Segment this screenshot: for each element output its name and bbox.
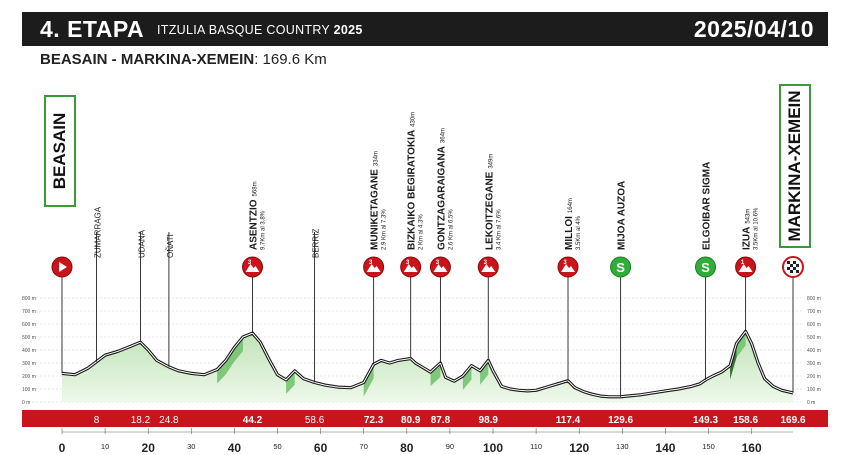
- checker-square: [790, 270, 793, 273]
- waypoint-elevation: 334m: [373, 151, 380, 167]
- y-tick-label-left: 800 m: [22, 296, 36, 302]
- race-name-text: ITZULIA BASQUE COUNTRY: [157, 23, 330, 37]
- waypoint-name: LEKOITZEGANE349m: [484, 153, 496, 250]
- x-tick-label: 20: [141, 441, 155, 455]
- y-tick-label-left: 600 m: [22, 322, 36, 328]
- checker-square: [793, 267, 796, 270]
- waypoint-label: [436, 128, 454, 250]
- climb-details: 9.7Km al 3.8%: [260, 210, 267, 250]
- km-bar: [22, 410, 828, 427]
- x-tick-label: 120: [569, 441, 590, 455]
- waypoint-elevation: 364m: [440, 128, 447, 144]
- x-tick-label: 10: [100, 442, 110, 451]
- km-bar-label: 98.9: [478, 415, 499, 426]
- climb-category-label: 3: [247, 260, 252, 266]
- sprint-letter: S: [701, 260, 710, 275]
- route-distance: : 169.6 Km: [254, 51, 327, 68]
- waypoint-label: [564, 198, 582, 250]
- waypoint-name: UDANA: [137, 229, 147, 258]
- race-year: 2025: [333, 23, 363, 37]
- x-tick-label: 100: [482, 441, 504, 455]
- waypoint-name: MILLOI164m: [564, 198, 576, 250]
- waypoint-name: GONTZAGARAIGANA364m: [436, 128, 448, 250]
- x-tick-label: 50: [273, 442, 282, 451]
- y-tick-label-left: 500 m: [22, 335, 36, 341]
- km-bar-label: 58.6: [304, 415, 325, 426]
- sprint-letter: S: [616, 260, 625, 275]
- x-tick-label: 150: [702, 442, 715, 451]
- waypoint-markers: [52, 112, 803, 397]
- waypoint-name: BIZKAIKO BEGIRATOKIA430m: [406, 111, 418, 250]
- km-bar-label: 129.6: [608, 415, 634, 426]
- x-tick-label: 110: [530, 442, 543, 451]
- km-bar-label: 44.2: [242, 415, 263, 426]
- x-tick-label: 160: [741, 441, 762, 455]
- waypoint-elevation: 349m: [488, 153, 495, 169]
- x-tick-label: 130: [616, 442, 629, 451]
- waypoint-label: [312, 229, 321, 258]
- climb-category-label: 1: [740, 260, 745, 266]
- y-tick-label-right: 700 m: [807, 309, 821, 315]
- km-bar-label: 158.6: [733, 415, 759, 426]
- y-tick-label-left: 300 m: [22, 361, 36, 367]
- km-bar-label: 117.4: [555, 415, 581, 426]
- waypoint-label: [249, 181, 267, 250]
- waypoint-name: ELGOIBAR SIGMA: [701, 161, 713, 250]
- x-tick-label: 80: [400, 441, 414, 455]
- finish-town-label: MARKINA-XEMEIN: [785, 90, 804, 242]
- waypoint-label: [407, 112, 425, 250]
- y-tick-label-right: 400 m: [807, 348, 821, 354]
- x-tick-label: 140: [655, 441, 676, 455]
- y-tick-label-left: 200 m: [22, 374, 36, 380]
- waypoint-name: MUNIKETAGANE334m: [369, 151, 381, 250]
- km-bar-label: 8: [93, 415, 100, 426]
- km-bar-label: 87.8: [430, 415, 451, 426]
- waypoint-elevation: 164m: [568, 198, 575, 214]
- checker-square: [790, 264, 793, 267]
- x-axis: [59, 428, 793, 455]
- checker-square: [793, 261, 796, 264]
- x-tick-label: 30: [187, 442, 196, 451]
- climb-details: 3.5Km al 10.6%: [753, 207, 760, 250]
- y-tick-label-right: 800 m: [807, 296, 821, 302]
- climb-category-label: 3: [435, 260, 440, 266]
- checker-square: [796, 270, 799, 273]
- climb-details: 2.6 Km al 6.5%: [448, 209, 455, 250]
- y-tick-label-left: 400 m: [22, 348, 36, 354]
- y-tick-label-right: 300 m: [807, 361, 821, 367]
- waypoint-name: ZUMARRAGA: [93, 206, 103, 258]
- start-town-label: BEASAIN: [50, 112, 69, 190]
- km-bar-label: 18.2: [130, 415, 151, 426]
- waypoint-name: IZUA543m: [741, 208, 753, 250]
- x-tick-label: 0: [58, 441, 66, 455]
- waypoint-label: [370, 151, 388, 250]
- climb-details: 3.5Km al 4%: [576, 215, 583, 250]
- x-tick-label: 40: [227, 441, 242, 455]
- climb-category-label: 3: [563, 260, 567, 266]
- elevation-area: [62, 331, 793, 402]
- waypoint-label: [137, 229, 146, 258]
- y-tick-label-right: 500 m: [807, 335, 821, 341]
- waypoint-name: MIJOA AUZOA: [616, 180, 628, 250]
- y-tick-label-left: 0 m: [22, 400, 31, 406]
- km-bar-label: 149.3: [692, 415, 719, 426]
- y-tick-label-right: 600 m: [807, 322, 821, 328]
- checker-square: [796, 264, 799, 267]
- waypoint-label: [702, 162, 713, 250]
- x-tick-label: 90: [445, 442, 455, 451]
- waypoint-elevation: 568m: [252, 181, 259, 197]
- x-tick-label: 60: [313, 441, 328, 455]
- y-tick-label-right: 0 m: [807, 400, 816, 406]
- y-tick-label-right: 200 m: [807, 374, 821, 380]
- stage-date: 2025/04/10: [693, 16, 814, 42]
- x-tick-label: 70: [359, 442, 368, 451]
- y-tick-label-right: 100 m: [807, 387, 821, 393]
- waypoint-elevation: 543m: [745, 208, 752, 224]
- checker-square: [787, 267, 790, 270]
- km-bar-label: 80.9: [400, 415, 421, 426]
- climb-category-label: 3: [483, 260, 487, 266]
- route-finish: MARKINA-XEMEIN: [120, 51, 255, 68]
- waypoint-label: [484, 154, 502, 250]
- climb-category-label: 3: [368, 260, 373, 266]
- climb-details: 2 Km al 4.3%: [418, 214, 425, 250]
- waypoint-label: [93, 206, 102, 258]
- waypoint-label: [742, 207, 760, 250]
- waypoint-label: [617, 181, 628, 250]
- stage-title: 4. ETAPA: [40, 16, 145, 42]
- climb-category-label: 3: [406, 260, 410, 266]
- km-bar-label: 169.6: [780, 415, 806, 426]
- climb-details: 2.9 Km al 7.3%: [381, 209, 388, 250]
- waypoint-elevation: 430m: [410, 111, 417, 127]
- route-start: BEASAIN -: [40, 51, 117, 68]
- y-tick-label-left: 700 m: [22, 309, 36, 315]
- climb-details: 3.4 Km al 7.6%: [496, 209, 503, 250]
- checker-square: [787, 261, 790, 264]
- km-bar-label: 72.3: [363, 415, 384, 426]
- km-bar-label: 24.8: [159, 415, 179, 426]
- waypoint-name: OÑATI: [165, 234, 175, 258]
- waypoint-name: BERRIZ: [311, 228, 321, 258]
- waypoint-label: [166, 234, 175, 258]
- waypoint-name: ASENTZIO568m: [248, 181, 260, 250]
- y-tick-label-left: 100 m: [22, 387, 36, 393]
